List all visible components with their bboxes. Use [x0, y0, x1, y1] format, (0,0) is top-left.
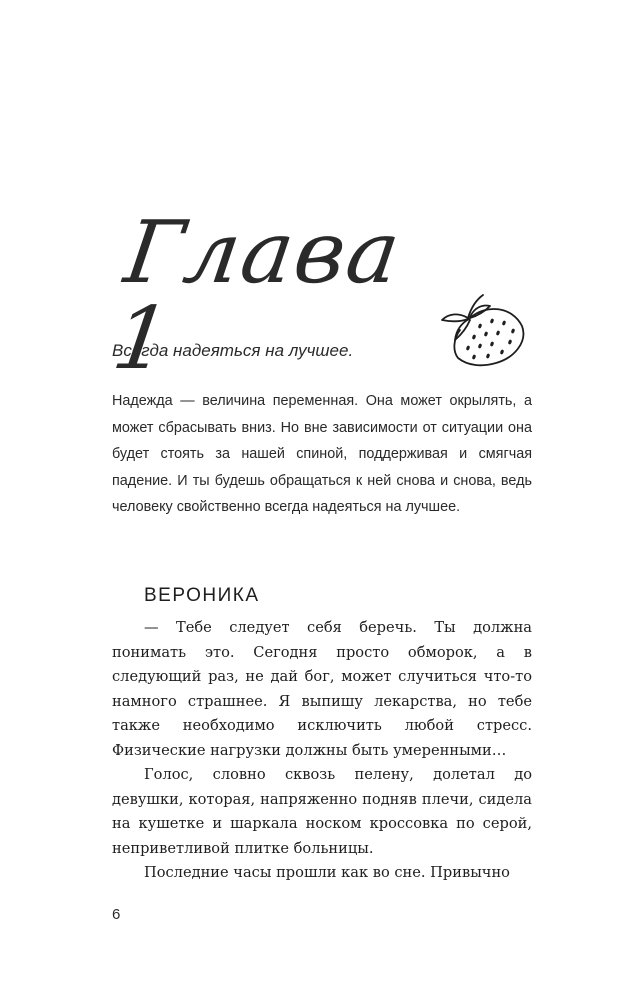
- paragraph: — Тебе следует себя беречь. Ты должна понимать это. Сегодня просто обморок, а в следующий раз, не дай бог, может случиться что-то намного страшнее. Я выпишу лекарства, но тебе также необходимо исключить любой стресс. Физические нагрузки должны быть умеренными…: [112, 619, 532, 759]
- body-text: [112, 616, 532, 886]
- paragraph: Последние часы прошли как во сне. Привычно: [144, 864, 510, 881]
- paragraph: Голос, словно сквозь пелену, долетал до девушки, которая, напряженно подняв плечи, сидела на кушетке и шаркала носком кроссовка по серой, неприветливой плитке больницы.: [112, 766, 532, 857]
- page-number: 6: [112, 906, 121, 923]
- chapter-intro: Надежда — величина переменная. Она может окрылять, а может сбрасывать вниз. Но вне зависимости от ситуации она будет стоять за нашей спиной, поддерживая и смягчая падение. И ты будешь обращаться к ней снова и снова, ведь человеку свойственно всегда надеяться на лучшее.: [112, 393, 532, 515]
- section-title: ВЕРОНИКА: [144, 585, 260, 606]
- epigraph: Всегда надеяться на лучшее.: [112, 341, 354, 360]
- chapter-title: Глава 1: [107, 203, 408, 389]
- strawberry-icon: [438, 292, 526, 370]
